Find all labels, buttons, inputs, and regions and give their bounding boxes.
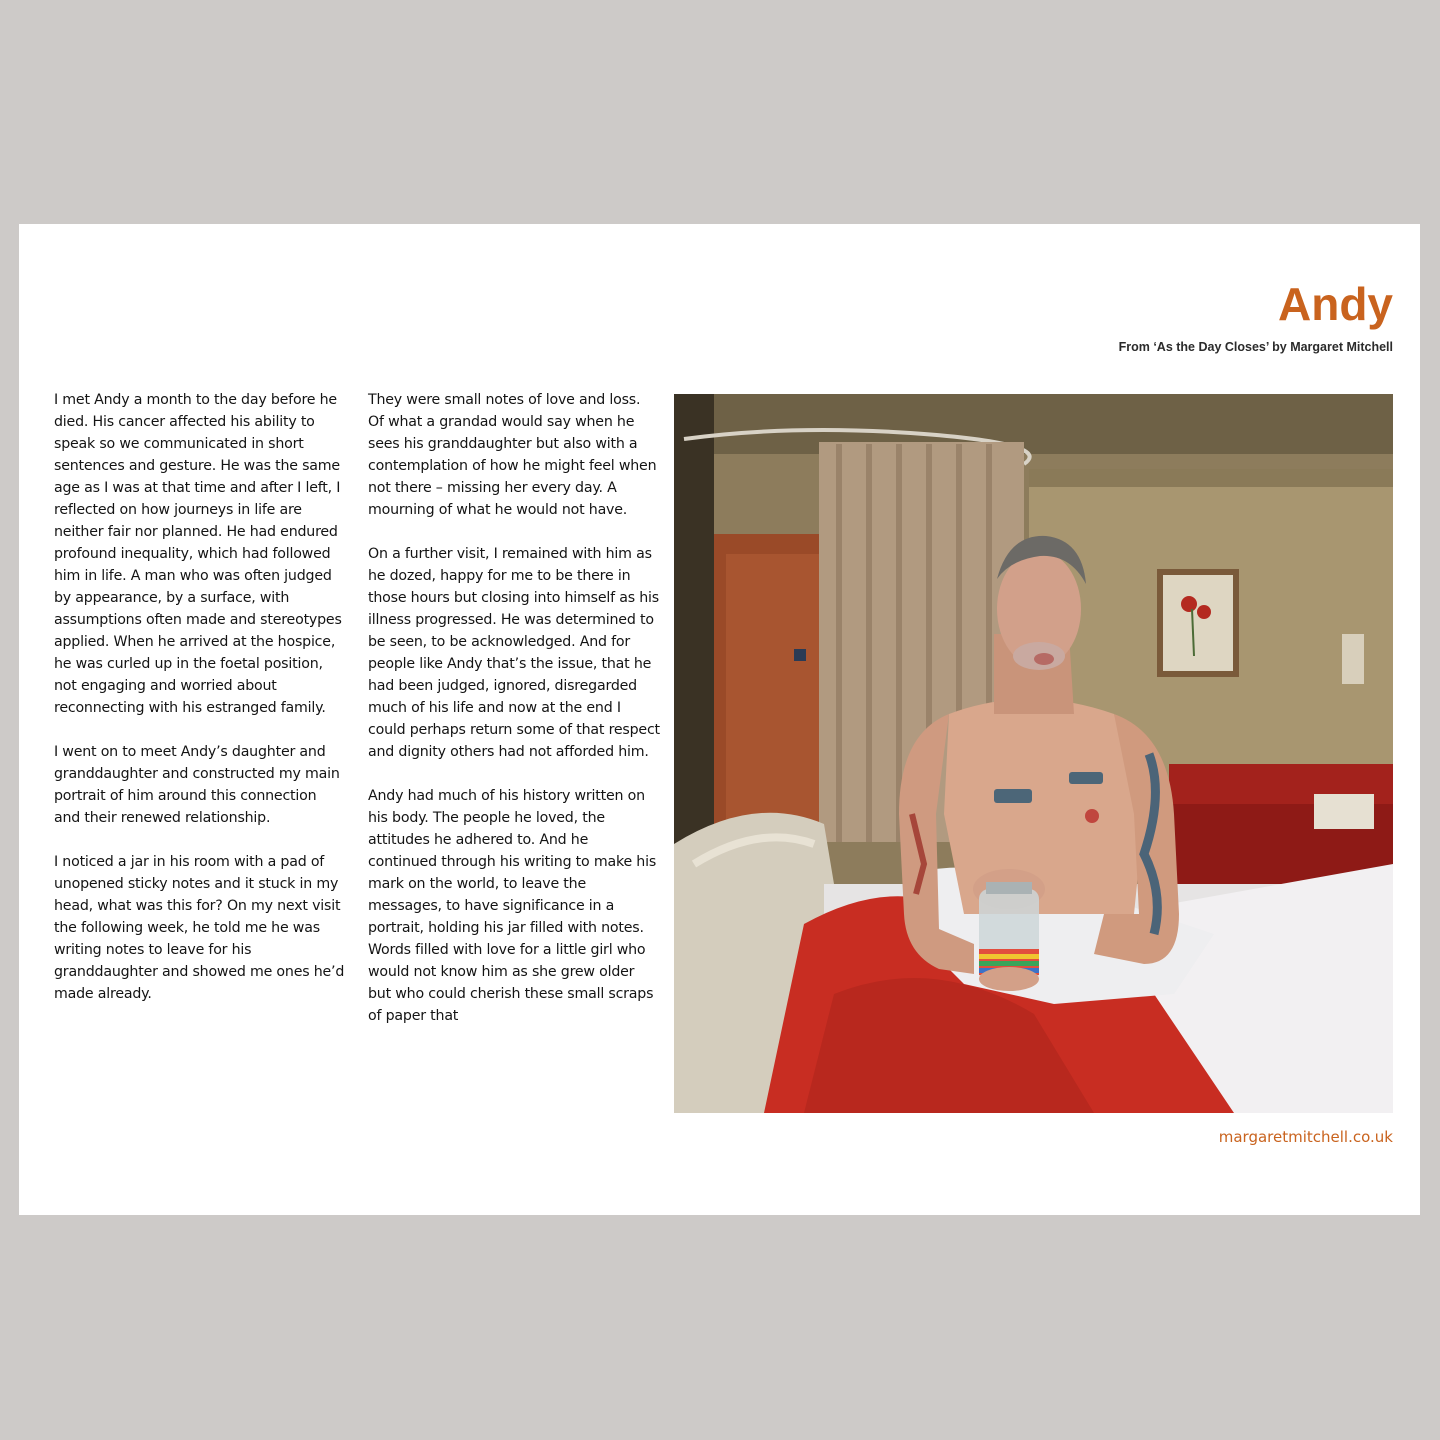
paragraph: I noticed a jar in his room with a pad of unopened sticky notes and it stuck in my head, what was this for? On my next visit the following week, he told me he was writing notes to leave for his granddaughter and showed me ones he’d made already.	[54, 854, 345, 1002]
website-link[interactable]: margaretmitchell.co.uk	[1218, 1128, 1393, 1146]
paragraph: On a further visit, I remained with him as he dozed, happy for me to be there in those hours but closing into himself as his illness progressed. He was determined to be seen, to be acknowledged. And for people like Andy that’s the issue, that he had been judged, ignored, disregarded much of his life and now at the end I could perhaps return some of that respect and dignity others had not afforded him.	[368, 546, 660, 760]
paragraph: I met Andy a month to the day before he died. His cancer affected his ability to speak so we communicated in short sentences and gesture. He was the same age as I was at that time and after I left, I reflected on how journeys in life are neither fair nor planned. He had endured profound inequality, which had followed him in life. A man who was often judged by appearance, by a surface, with assumptions often made and stereotypes applied. When he arrived at the hospice, he was curled up in the foetal position, not engaging and worried about reconnecting with his estranged family.	[54, 392, 342, 716]
article-subtitle: From ‘As the Day Closes’ by Margaret Mitchell	[1118, 340, 1393, 354]
text-column-left	[54, 389, 346, 1027]
paragraph: Andy had much of his history written on his body. The people he loved, the attitudes he adhered to. And he continued through his writing to make his mark on the world, to leave the messages, to have significance in a portrait, holding his jar filled with notes. Words filled with love for a little girl who would not know him as she grew older but who could cherish these small scraps of paper that	[368, 788, 657, 1024]
magazine-page	[19, 224, 1420, 1215]
article-title: Andy	[1278, 278, 1393, 330]
paragraph: I went on to meet Andy’s daughter and granddaughter and constructed my main portrait of him around this connection and their renewed relationship.	[54, 744, 340, 826]
portrait-photo	[674, 394, 1393, 1113]
paragraph: They were small notes of love and loss. Of what a grandad would say when he sees his granddaughter but also with a contemplation of how he might feel when not there – missing her every day. A mourning of what he would not have.	[368, 392, 657, 518]
text-column-middle	[368, 389, 660, 1027]
